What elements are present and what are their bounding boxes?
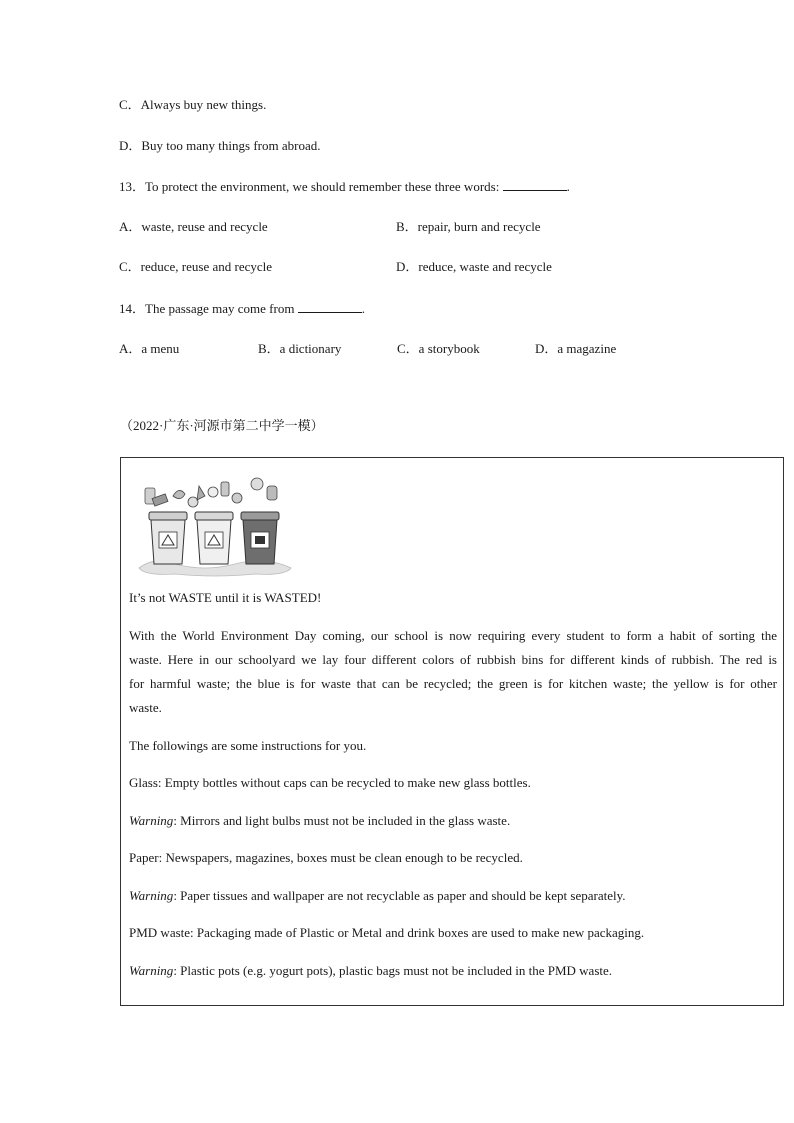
glass-instruction: Glass: Empty bottles without caps can be recycled to make new glass bottles.	[129, 775, 531, 790]
answer-blank	[298, 300, 362, 313]
question-13-stem	[119, 178, 570, 195]
glass-warning	[129, 809, 777, 833]
answer-blank	[503, 178, 567, 191]
passage-box	[120, 457, 784, 1006]
q14-option-a: A．a menu	[119, 341, 180, 356]
glass-warning-text: : Mirrors and light bulbs must not be included in the glass waste.	[173, 813, 511, 828]
pmd-warning-text: : Plastic pots (e.g. yogurt pots), plastic bags must not be included in the PMD waste.	[173, 963, 613, 978]
q14-option-c: C．a storybook	[397, 341, 480, 356]
q13-option-d: D．reduce, waste and recycle	[396, 259, 552, 274]
instructions-intro: The followings are some instructions for you.	[129, 738, 367, 753]
prev-option-c: C．Always buy new things.	[119, 97, 267, 112]
q13-option-c: C．reduce, reuse and recycle	[119, 259, 273, 274]
paper-instruction: Paper: Newspapers, magazines, boxes must be clean enough to be recycled.	[129, 850, 523, 865]
q13-option-b: B．repair, burn and recycle	[396, 219, 541, 234]
warning-label: Warning	[129, 888, 174, 903]
passage-source: （2022·广东·河源市第二中学一模）	[120, 418, 324, 433]
prev-option-d: D．Buy too many things from abroad.	[119, 138, 321, 153]
warning-label: Warning	[129, 813, 174, 828]
paragraph-line: waste.	[129, 700, 162, 715]
question-14-stem	[119, 300, 365, 317]
pmd-warning	[129, 959, 777, 983]
paragraph-line: With the World Environment Day coming, our school is now requiring every student to form a habit of sorting the	[129, 628, 777, 643]
paper-warning-text: : Paper tissues and wallpaper are not recyclable as paper and should be kept separately.	[173, 888, 626, 903]
q14-option-b: B．a dictionary	[258, 341, 342, 356]
paper-warning	[129, 884, 777, 908]
question-14-text: 14．The passage may come from	[119, 301, 295, 316]
paragraph-line: for harmful waste; the blue is for waste that can be recycled; the green is for kitchen waste; the yellow is for other	[129, 676, 777, 691]
warning-label: Warning	[129, 963, 174, 978]
passage-title: It’s not WASTE until it is WASTED!	[129, 590, 322, 605]
q13-option-a: A．waste, reuse and recycle	[119, 219, 268, 234]
paragraph-line: waste. Here in our schoolyard we lay four different colors of rubbish bins for different kinds of rubbish. The red is	[129, 652, 777, 667]
q14-option-d: D．a magazine	[535, 341, 617, 356]
pmd-instruction: PMD waste: Packaging made of Plastic or Metal and drink boxes are used to make new packaging.	[129, 925, 645, 940]
question-13-text: 13．To protect the environment, we should remember these three words:	[119, 179, 500, 194]
question-14-end: .	[361, 301, 365, 316]
question-13-end: .	[566, 179, 570, 194]
recycling-bins-icon	[135, 468, 295, 580]
